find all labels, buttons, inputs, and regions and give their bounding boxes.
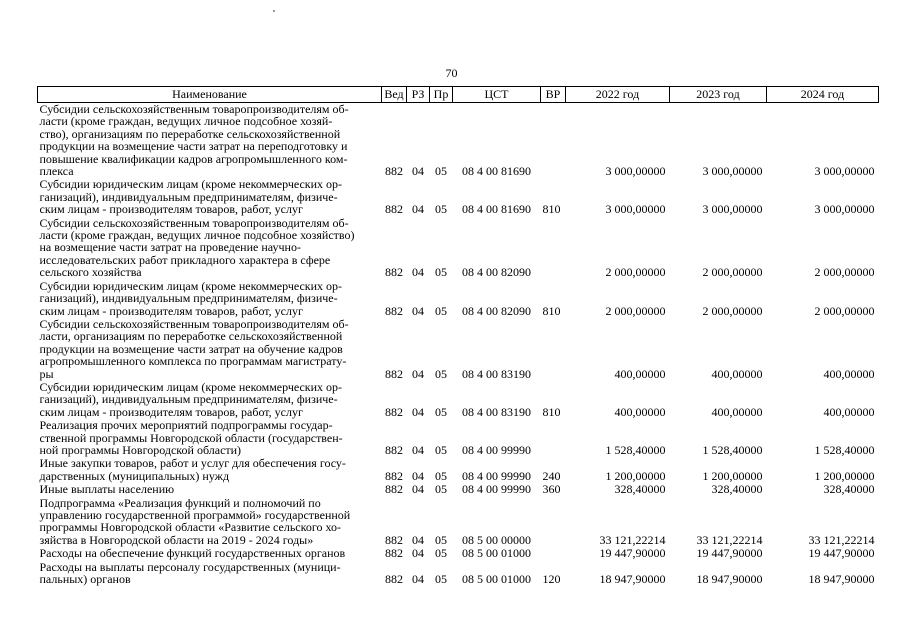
cell-vr: 120 — [542, 572, 561, 587]
cell-2022: 328,40000 — [614, 482, 666, 497]
cell-2024: 2 000,00000 — [814, 265, 875, 280]
cell-ved: 882 — [385, 265, 403, 280]
cell-2024: 19 447,90000 — [808, 546, 875, 561]
table-row — [38, 457, 879, 483]
cell-2023: 400,00000 — [711, 366, 763, 381]
header-rz: РЗ — [407, 87, 430, 103]
cell-vr: 360 — [542, 482, 561, 497]
table-row — [38, 178, 879, 216]
cell-pr: 05 — [435, 404, 447, 419]
cell-rz: 04 — [412, 303, 424, 318]
cell-2023: 19 447,90000 — [696, 546, 763, 561]
cell-2024: 400,00000 — [823, 366, 875, 381]
cell-name: Субсидии сельскохозяйственным товаропроизводителям об- ласти (кроме граждан, ведущих личное подсобное хозяйство) на возмещение части затрат на проведение научно- исследовательских работ прикладного характера в сфере сельского хозяйства — [39, 215, 355, 280]
cell-vr: 810 — [542, 404, 561, 419]
cell-ved: 882 — [385, 546, 403, 561]
cell-2022: 19 447,90000 — [599, 546, 666, 561]
cell-vr: 810 — [542, 303, 561, 318]
cell-name: Иные закупки товаров, работ и услуг для обеспечения госу- дарственных (муниципальных) нужд — [39, 456, 346, 483]
cell-vr — [541, 547, 566, 560]
scan-speck — [273, 10, 275, 12]
cell-ved: 882 — [385, 468, 403, 483]
table-row — [38, 547, 879, 560]
table-row — [38, 561, 879, 587]
cell-ved: 882 — [385, 572, 403, 587]
cell-ved: 882 — [385, 366, 403, 381]
cell-2023: 2 000,00000 — [702, 265, 763, 280]
table-header-row — [38, 87, 879, 103]
table-row — [38, 419, 879, 457]
cell-cst: 08 5 00 01000 — [462, 546, 531, 561]
cell-name: Субсидии юридическим лицам (кроме некоммерческих ор- ганизаций), индивидуальным предпринимателям, физиче- ским лицам - производителям товаров, работ, услуг — [39, 278, 343, 318]
cell-2023: 3 000,00000 — [702, 202, 763, 217]
cell-2022: 1 528,40000 — [605, 442, 666, 457]
cell-2022: 400,00000 — [614, 404, 666, 419]
cell-cst: 08 5 00 01000 — [462, 572, 531, 587]
cell-ved: 882 — [385, 442, 403, 457]
cell-2023: 328,40000 — [711, 482, 763, 497]
cell-vr: 810 — [542, 202, 561, 217]
header-cst: ЦСТ — [453, 87, 541, 103]
cell-ved: 882 — [385, 202, 403, 217]
cell-ved: 882 — [385, 303, 403, 318]
cell-2023: 18 947,90000 — [696, 572, 763, 587]
table-row — [38, 483, 879, 496]
table-row — [38, 103, 879, 179]
cell-ved: 882 — [385, 404, 403, 419]
table-body — [38, 103, 879, 587]
cell-pr: 05 — [435, 442, 447, 457]
cell-vr: 240 — [542, 468, 561, 483]
table-row — [38, 318, 879, 381]
cell-rz: 04 — [412, 468, 424, 483]
cell-pr: 05 — [435, 164, 447, 179]
cell-2022: 2 000,00000 — [605, 303, 666, 318]
cell-cst: 08 4 00 82090 — [462, 303, 531, 318]
cell-rz: 04 — [412, 202, 424, 217]
cell-2023: 3 000,00000 — [702, 164, 763, 179]
table-row — [38, 497, 879, 548]
cell-vr — [541, 103, 566, 179]
cell-rz: 04 — [412, 546, 424, 561]
header-2024: 2024 год — [767, 87, 879, 103]
cell-pr: 05 — [435, 532, 447, 547]
cell-2022: 3 000,00000 — [605, 164, 666, 179]
cell-rz: 04 — [412, 265, 424, 280]
cell-rz: 04 — [412, 442, 424, 457]
cell-cst: 08 5 00 00000 — [462, 532, 531, 547]
cell-name: Расходы на выплаты персоналу государственных (муници- пальных) органов — [39, 559, 341, 587]
cell-2022: 1 200,00000 — [605, 468, 666, 483]
cell-2022: 2 000,00000 — [605, 265, 666, 280]
header-ved: Вед — [382, 87, 407, 103]
cell-pr: 05 — [435, 482, 447, 497]
cell-2022: 18 947,90000 — [599, 572, 666, 587]
cell-pr: 05 — [435, 265, 447, 280]
header-pr: Пр — [430, 87, 453, 103]
cell-2024: 1 528,40000 — [814, 442, 875, 457]
cell-2024: 3 000,00000 — [814, 202, 875, 217]
budget-table — [37, 86, 879, 586]
cell-name: Субсидии юридическим лицам (кроме некоммерческих ор- ганизаций), индивидуальным предпринимателям, физиче- ским лицам - производителям товаров, работ, услуг — [39, 177, 343, 217]
cell-rz: 04 — [412, 532, 424, 547]
cell-2024: 400,00000 — [823, 404, 875, 419]
cell-2023: 400,00000 — [711, 404, 763, 419]
cell-name: Реализация прочих мероприятий подпрограммы государ- ственной программы Новгородской области (государствен- ной программы Новгородской области) — [39, 418, 343, 457]
header-vr: ВР — [541, 87, 566, 103]
cell-name: Субсидии сельскохозяйственным товаропроизводителям об- ласти (кроме граждан, ведущих личное подсобное хозяй- ство), организациям по переработке сельскохозяйственной продукции на возмещение части затрат на переподготовку и повышение квалификации кадров агропромышленного ком- плекса — [39, 102, 349, 179]
cell-cst: 08 4 00 99990 — [462, 442, 531, 457]
header-2023: 2023 год — [670, 87, 767, 103]
cell-rz: 04 — [412, 366, 424, 381]
cell-2022: 400,00000 — [614, 366, 666, 381]
cell-name: Субсидии сельскохозяйственным товаропроизводителям об- ласти, организациям по переработке сельскохозяйственной продукции на возмещение части затрат на обучение кадров агропромышленного комплекса по программам магистрату- ры — [39, 316, 349, 381]
page-number: 70 — [445, 66, 458, 80]
cell-2023: 33 121,22214 — [696, 532, 763, 547]
cell-vr — [541, 318, 566, 381]
cell-ved: 882 — [385, 532, 403, 547]
cell-rz: 04 — [412, 482, 424, 497]
cell-vr — [541, 497, 566, 548]
cell-pr: 05 — [435, 202, 447, 217]
cell-cst: 08 4 00 81690 — [462, 164, 531, 179]
cell-name: Субсидии юридическим лицам (кроме некоммерческих ор- ганизаций), индивидуальным предпринимателям, физиче- ским лицам - производителям товаров, работ, услуг — [39, 379, 343, 419]
cell-2024: 18 947,90000 — [808, 572, 875, 587]
table-row — [38, 280, 879, 318]
cell-cst: 08 4 00 83190 — [462, 366, 531, 381]
cell-2023: 1 200,00000 — [702, 468, 763, 483]
cell-2022: 33 121,22214 — [599, 532, 666, 547]
cell-rz: 04 — [412, 572, 424, 587]
cell-2024: 1 200,00000 — [814, 468, 875, 483]
cell-cst: 08 4 00 82090 — [462, 265, 531, 280]
header-2022: 2022 год — [566, 87, 670, 103]
cell-rz: 04 — [412, 164, 424, 179]
table-row — [38, 381, 879, 419]
cell-2022: 3 000,00000 — [605, 202, 666, 217]
cell-pr: 05 — [435, 572, 447, 587]
cell-cst: 08 4 00 99990 — [462, 482, 531, 497]
cell-2024: 33 121,22214 — [808, 532, 875, 547]
cell-ved: 882 — [385, 164, 403, 179]
header-name: Наименование — [38, 87, 382, 103]
cell-2024: 3 000,00000 — [814, 164, 875, 179]
cell-rz: 04 — [412, 404, 424, 419]
cell-name: Иные выплаты населению — [39, 482, 175, 497]
cell-2024: 328,40000 — [823, 482, 875, 497]
cell-vr — [541, 419, 566, 457]
cell-cst: 08 4 00 83190 — [462, 404, 531, 419]
cell-ved: 882 — [385, 482, 403, 497]
table-row — [38, 217, 879, 280]
cell-name: Расходы на обеспечение функций государственных органов — [39, 546, 346, 561]
cell-2024: 2 000,00000 — [814, 303, 875, 318]
cell-pr: 05 — [435, 468, 447, 483]
cell-pr: 05 — [435, 366, 447, 381]
cell-cst: 08 4 00 99990 — [462, 468, 531, 483]
cell-2023: 1 528,40000 — [702, 442, 763, 457]
cell-vr — [541, 217, 566, 280]
cell-cst: 08 4 00 81690 — [462, 202, 531, 217]
cell-2023: 2 000,00000 — [702, 303, 763, 318]
cell-name: Подпрограмма «Реализация функций и полномочий по управлению государственной программой» государственной программы Новгородской области «Развитие сельского хо- зяйства в Новгородской области на 2019 - 2024 годы» — [39, 495, 351, 547]
cell-pr: 05 — [435, 303, 447, 318]
cell-pr: 05 — [435, 546, 447, 561]
